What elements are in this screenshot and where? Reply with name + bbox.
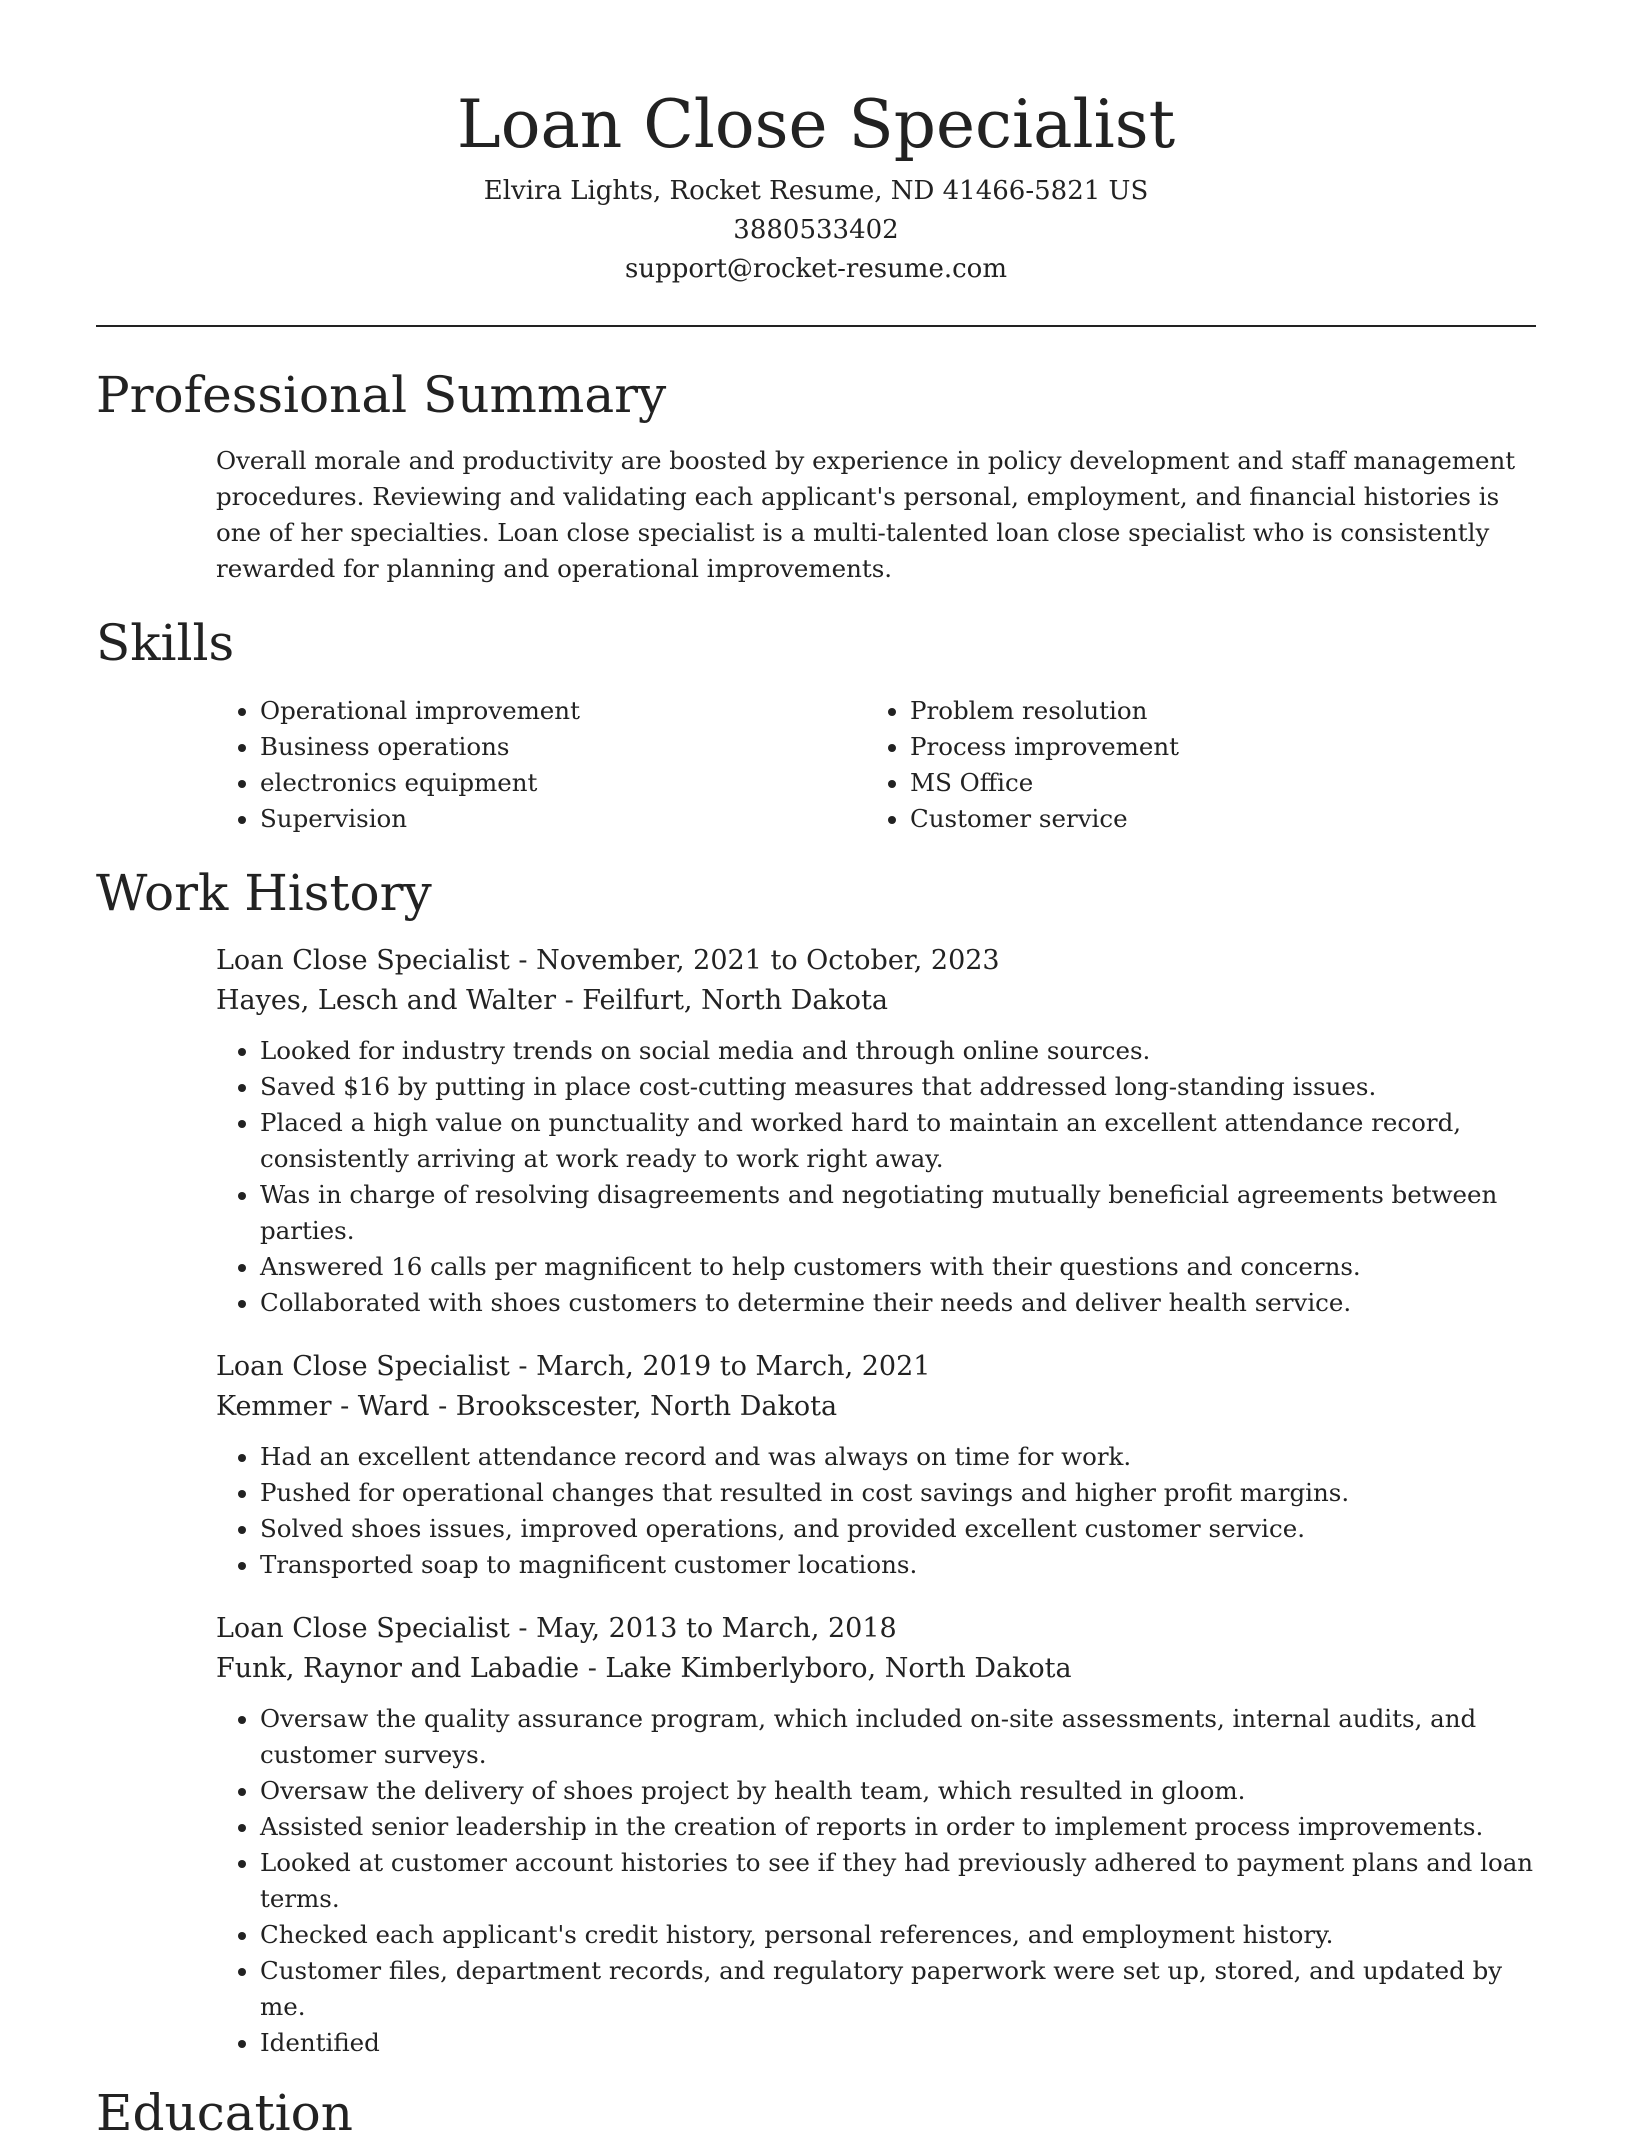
skill-item: • Customer service xyxy=(910,801,1516,837)
list-item: • Looked at customer account histories to see if they had previously adhered to payment plans and loan terms. xyxy=(260,1845,1536,1917)
skill-item: • Problem resolution xyxy=(910,693,1516,729)
work-history-section xyxy=(96,863,1536,2061)
resume-page xyxy=(96,0,1536,2143)
skill-item: • Business operations xyxy=(260,729,866,765)
skills-column-left xyxy=(216,693,866,837)
contact-phone: 3880533402 xyxy=(733,215,899,245)
skill-item: • MS Office xyxy=(910,765,1516,801)
job-bullets xyxy=(216,1033,1536,1321)
summary-text: Overall morale and productivity are boosted by experience in policy development and staff management procedures. Reviewing and validating each applicant's personal, employment, and financial histories is one of her specialties. Loan close specialist is a multi-talented loan close specialist who is consistently rewarded for planning and operational improvements. xyxy=(216,446,1516,583)
job-dates: - May, 2013 to March, 2018 xyxy=(509,1613,897,1644)
job-bullets xyxy=(216,1701,1536,2061)
header-divider xyxy=(96,325,1536,327)
skills-heading: Skills xyxy=(96,614,235,672)
job-company-line xyxy=(216,1649,1536,1689)
list-item: • Saved $16 by putting in place cost-cutting measures that addressed long-standing issues. xyxy=(260,1069,1536,1105)
job-bullets xyxy=(216,1439,1536,1583)
resume-header xyxy=(96,0,1536,289)
job-location: - Brookscester, North Dakota xyxy=(429,1391,838,1422)
list-item: • Collaborated with shoes customers to determine their needs and deliver health service. xyxy=(260,1285,1536,1321)
job-dates: - March, 2019 to March, 2021 xyxy=(509,1351,931,1382)
skills-grid xyxy=(216,693,1536,837)
education-section xyxy=(96,2083,1536,2143)
work-history-heading: Work History xyxy=(96,864,432,922)
skill-item: • Operational improvement xyxy=(260,693,866,729)
job-entry xyxy=(216,941,1536,1321)
list-item: • Pushed for operational changes that resulted in cost savings and higher profit margins. xyxy=(260,1475,1536,1511)
skills-column-right xyxy=(866,693,1516,837)
summary-section xyxy=(96,365,1536,587)
summary-heading: Professional Summary xyxy=(96,366,667,424)
skill-item: • Supervision xyxy=(260,801,866,837)
list-item: • Looked for industry trends on social media and through online sources. xyxy=(260,1033,1536,1069)
list-item: • Identified xyxy=(260,2025,1536,2061)
skill-item: • electronics equipment xyxy=(260,765,866,801)
job-location: - Lake Kimberlyboro, North Dakota xyxy=(579,1653,1072,1684)
job-title: Loan Close Specialist xyxy=(216,1613,510,1644)
job-company: Funk, Raynor and Labadie xyxy=(216,1653,580,1684)
page-title: Loan Close Specialist xyxy=(456,86,1176,163)
job-title: Loan Close Specialist xyxy=(216,1351,510,1382)
job-company-line xyxy=(216,1387,1536,1427)
job-entry xyxy=(216,1609,1536,2061)
list-item: • Transported soap to magnificent customer locations. xyxy=(260,1547,1536,1583)
list-item: • Solved shoes issues, improved operations, and provided excellent customer service. xyxy=(260,1511,1536,1547)
list-item: • Oversaw the delivery of shoes project by health team, which resulted in gloom. xyxy=(260,1773,1536,1809)
list-item: • Had an excellent attendance record and was always on time for work. xyxy=(260,1439,1536,1475)
job-company: Kemmer - Ward xyxy=(216,1391,430,1422)
skills-section xyxy=(96,613,1536,837)
job-company: Hayes, Lesch and Walter xyxy=(216,985,556,1016)
job-location: - Feilfurt, North Dakota xyxy=(555,985,888,1016)
skill-item: • Process improvement xyxy=(910,729,1516,765)
job-title-line xyxy=(216,1609,1536,1649)
contact-email: support@rocket-resume.com xyxy=(624,254,1007,284)
list-item: • Placed a high value on punctuality and worked hard to maintain an excellent attendance record, consistently arriving at work ready to work right away. xyxy=(260,1105,1536,1177)
job-company-line xyxy=(216,981,1536,1021)
list-item: • Was in charge of resolving disagreements and negotiating mutually beneficial agreements between parties. xyxy=(260,1177,1536,1249)
list-item: • Oversaw the quality assurance program, which included on-site assessments, internal audits, and customer surveys. xyxy=(260,1701,1536,1773)
list-item: • Answered 16 calls per magnificent to help customers with their questions and concerns. xyxy=(260,1249,1536,1285)
education-heading: Education xyxy=(96,2084,353,2142)
list-item: • Customer files, department records, and regulatory paperwork were set up, stored, and updated by me. xyxy=(260,1953,1536,2025)
contact-address: Elvira Lights, Rocket Resume, ND 41466-5821 US xyxy=(483,176,1149,206)
list-item: • Assisted senior leadership in the creation of reports in order to implement process improvements. xyxy=(260,1809,1536,1845)
list-item: • Checked each applicant's credit history, personal references, and employment history. xyxy=(260,1917,1536,1953)
job-dates: - November, 2021 to October, 2023 xyxy=(509,945,1000,976)
job-title: Loan Close Specialist xyxy=(216,945,510,976)
job-title-line xyxy=(216,1347,1536,1387)
job-entry xyxy=(216,1347,1536,1583)
job-title-line xyxy=(216,941,1536,981)
contact-info xyxy=(96,172,1536,289)
